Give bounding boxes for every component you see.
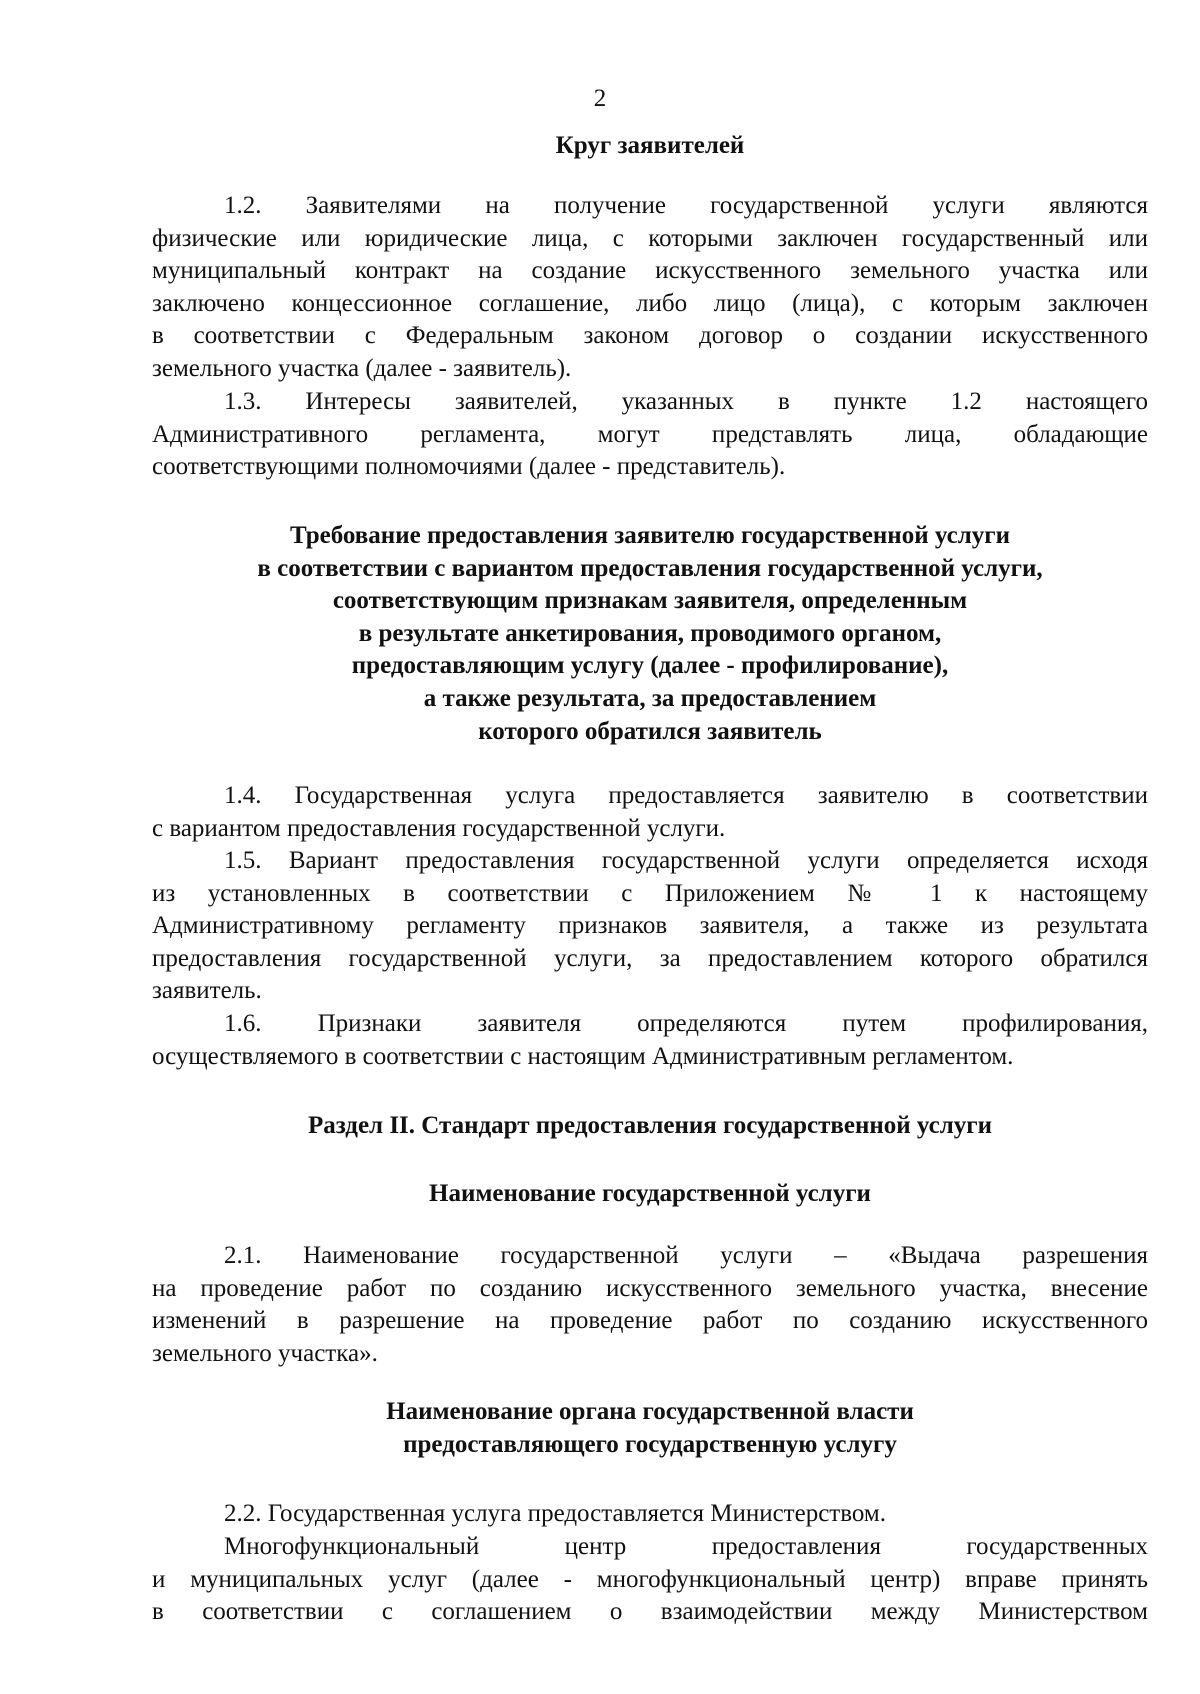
paragraph-line: земельного участка». xyxy=(152,1339,378,1367)
paragraph-line: 2.1. Наименование государственной услуги – «Выдача разрешения xyxy=(224,1242,1148,1269)
paragraph-line: Многофункциональный центр предоставления государственных xyxy=(224,1533,1148,1560)
paragraph-1-3 xyxy=(152,386,1148,484)
paragraph-line: 2.2. Государственная услуга предоставляется Министерством. xyxy=(224,1500,886,1527)
paragraph-line: заявитель. xyxy=(152,977,262,1005)
heading-line: в соответствии с вариантом предоставления государственной услуги, xyxy=(257,554,1043,582)
paragraph-line: в соответствии с Федеральным законом договор о создании искусственного xyxy=(152,322,1148,350)
paragraph-line: на проведение работ по созданию искусственного земельного участка, внесение xyxy=(152,1274,1148,1302)
heading-line: в результате анкетирования, проводимого органом, xyxy=(358,619,942,647)
paragraph-line: 1.6. Признаки заявителя определяются путем профилирования, xyxy=(224,1010,1148,1037)
heading-naimenovanie-organa xyxy=(152,1396,1148,1461)
paragraph-line: осуществляемого в соответствии с настоящим Административным регламентом. xyxy=(152,1042,1014,1070)
paragraph-line: физические или юридические лица, с которыми заключен государственный или xyxy=(152,224,1148,252)
heading-line: Требование предоставления заявителю государственной услуги xyxy=(290,522,1010,549)
paragraph-line: 1.5. Вариант предоставления государственной услуги определяется исходя xyxy=(224,847,1148,874)
paragraph-line: 1.3. Интересы заявителей, указанных в пункте 1.2 настоящего xyxy=(224,388,1148,415)
paragraph-line: 1.4. Государственная услуга предоставляется заявителю в соответствии xyxy=(224,782,1148,809)
paragraph-line: предоставления государственной услуги, за предоставлением которого обратился xyxy=(152,944,1148,972)
paragraph-line: земельного участка (далее - заявитель). xyxy=(152,354,572,382)
paragraph-line: Административному регламенту признаков заявителя, а также из результата xyxy=(152,912,1148,940)
paragraph-mfc xyxy=(152,1531,1148,1629)
paragraph-line: из установленных в соответствии с Приложением № 1 к настоящему xyxy=(152,879,1148,907)
paragraph-line: муниципальный контракт на создание искусственного земельного участка или xyxy=(152,257,1148,285)
heading-naimenovanie-uslugi: Наименование государственной услуги xyxy=(429,1180,871,1207)
paragraph-line: с вариантом предоставления государственной услуги. xyxy=(152,814,726,842)
paragraph-1-6 xyxy=(152,1008,1148,1073)
paragraph-line: Административного регламента, могут представлять лица, обладающие xyxy=(152,420,1148,448)
paragraph-2-2 xyxy=(152,1498,1148,1531)
heading-line: которого обратился заявитель xyxy=(478,717,822,745)
heading-line: предоставляющего государственную услугу xyxy=(403,1430,897,1458)
heading-krug-zayaviteley: Круг заявителей xyxy=(555,132,745,159)
page-number: 2 xyxy=(593,85,607,112)
heading-trebovanie xyxy=(152,520,1148,748)
paragraph-1-5 xyxy=(152,845,1148,1008)
paragraph-line: изменений в разрешение на проведение работ по созданию искусственного xyxy=(152,1307,1148,1335)
paragraph-2-1 xyxy=(152,1240,1148,1370)
paragraph-1-4 xyxy=(152,780,1148,845)
paragraph-line: соответствующими полномочиями (далее - представитель). xyxy=(152,453,786,481)
heading-line: Наименование органа государственной власти xyxy=(386,1398,914,1425)
paragraph-line: в соответствии с соглашением о взаимодействии между Министерством xyxy=(152,1598,1148,1626)
paragraph-line: заключено концессионное соглашение, либо лицо (лица), с которым заключен xyxy=(152,289,1148,317)
paragraph-1-2 xyxy=(152,190,1148,386)
heading-razdel-2: Раздел II. Стандарт предоставления государственной услуги xyxy=(307,1112,993,1139)
heading-line: а также результата, за предоставлением xyxy=(423,684,877,712)
heading-line: предоставляющим услугу (далее - профилирование), xyxy=(351,652,949,680)
paragraph-line: 1.2. Заявителями на получение государственной услуги являются xyxy=(224,192,1148,219)
paragraph-line: и муниципальных услуг (далее - многофункциональный центр) вправе принять xyxy=(152,1565,1148,1593)
heading-line: соответствующим признакам заявителя, определенным xyxy=(332,587,968,615)
